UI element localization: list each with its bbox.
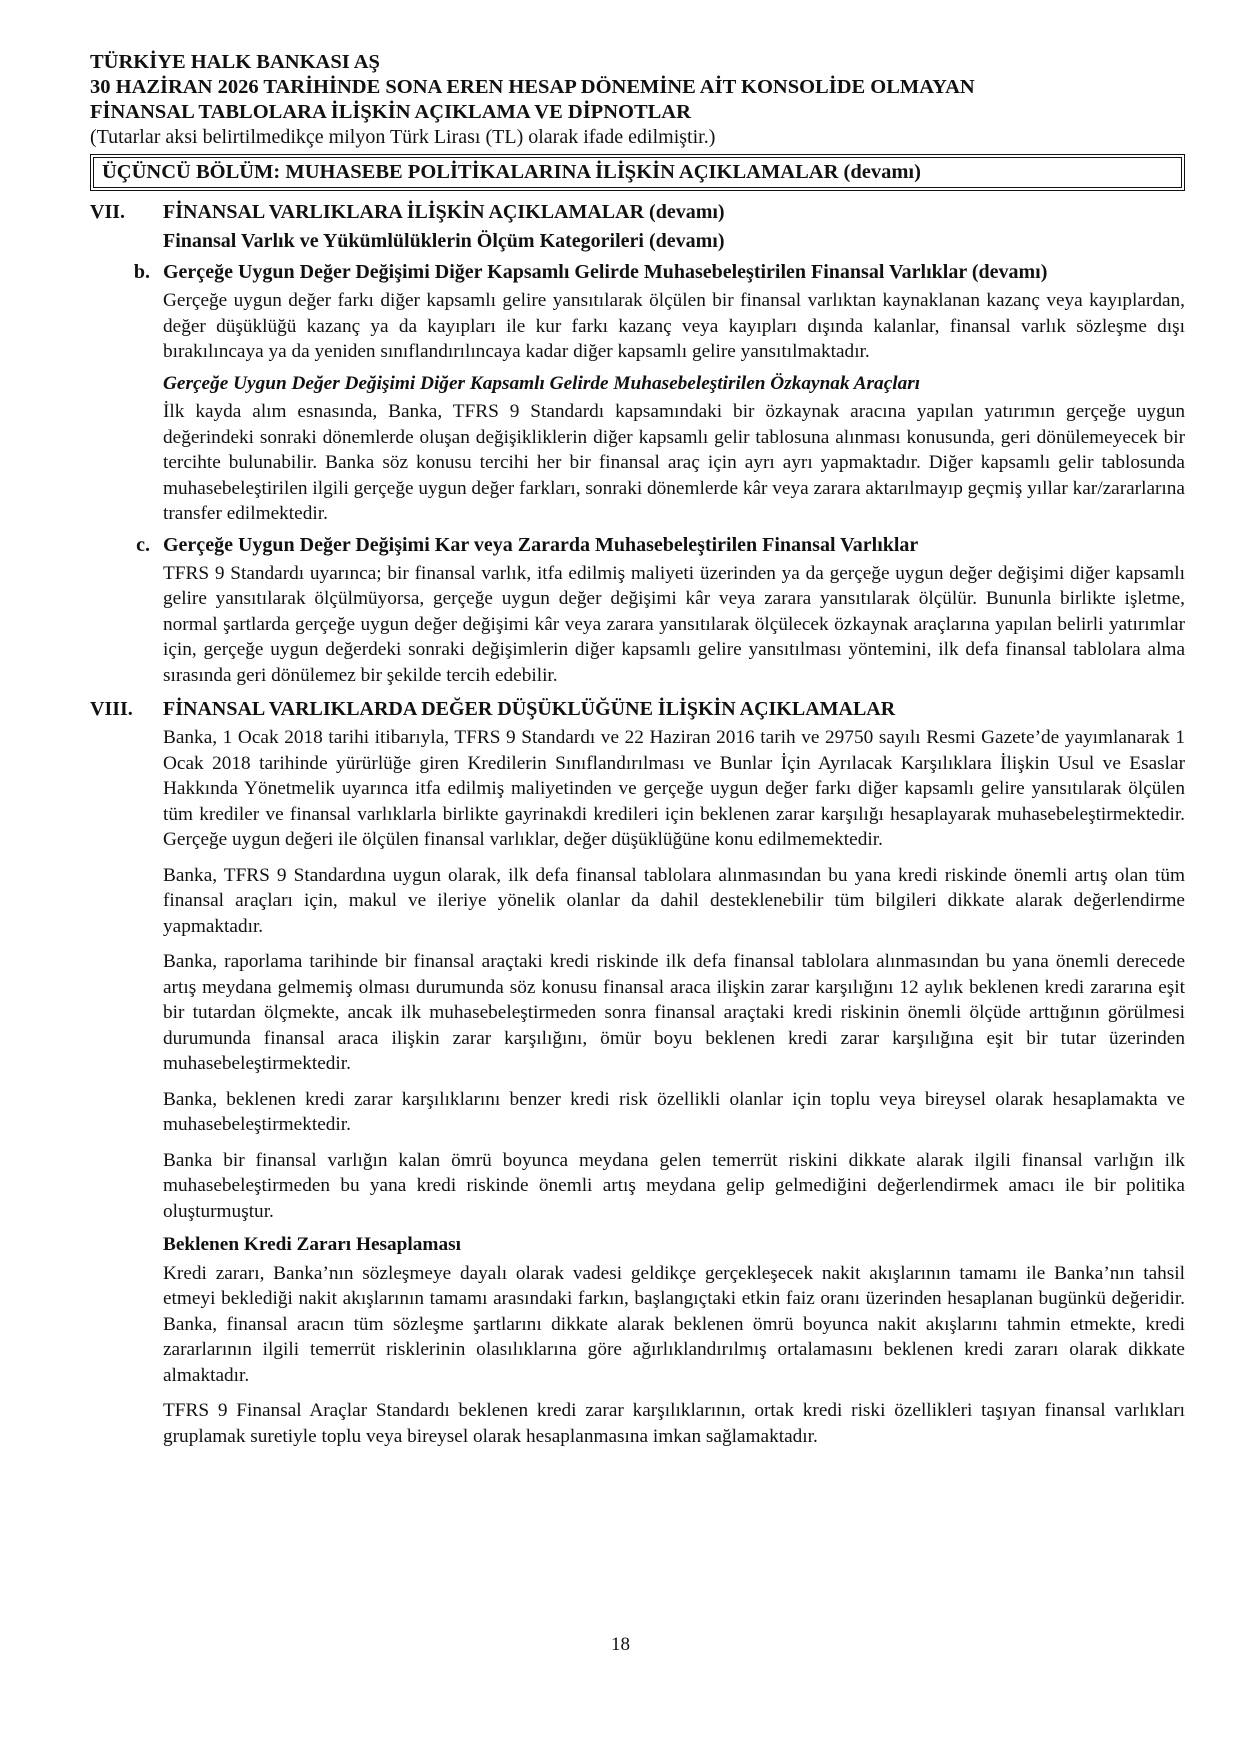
italic-subheading: Gerçeğe Uygun Değer Değişimi Diğer Kapsamlı Gelirde Muhasebeleştirilen Özkaynak Araçları [163,372,921,394]
section-number: VIII. [90,698,133,720]
ecl-subheading: Beklenen Kredi Zararı Hesaplaması [163,1234,461,1255]
item-title: Gerçeğe Uygun Değer Değişimi Diğer Kapsamlı Gelirde Muhasebeleştirilen Finansal Varlıklar (devamı) [163,261,1048,283]
report-title-line-2: FİNANSAL TABLOLARA İLİŞKİN AÇIKLAMA VE DİPNOTLAR [90,101,691,123]
item-b-heading [90,260,1185,285]
paragraph: Banka bir finansal varlığın kalan ömrü boyunca meydana gelen temerrüt riskini dikkate alarak ilgili finansal varlığın ilk muhasebeleştirmeden bu yana kredi riskinde önemli artış meydana gelip gelmediğini değerlendirmek amacı ile bir politika oluşturmuştur. [163,1149,1185,1222]
paragraph: İlk kayda alım esnasında, Banka, TFRS 9 Standardı kapsamındaki bir özkaynak aracına yapılan yatırımın gerçeğe uygun değerindeki sonraki dönemlerde oluşan değişikliklerin diğer kapsamlı gelir tablosuna alınması konusunda, geri dönülemeyecek bir tercihte bulunabilir. Banka söz konusu tercihi her bir finansal araç için ayrı ayrı yapmaktadır. Diğer kapsamlı gelir tablosunda muhasebeleştirilen ilgili gerçeğe uygun değer farkları, sonraki dönemlerde kâr veya zarara aktarılmayıp geçmiş yıllar kar/zararlarına transfer edilmektedir. [163,401,1185,524]
section-subtitle: Finansal Varlık ve Yükümlülüklerin Ölçüm Kategorileri (devamı) [163,230,725,252]
section-vii-heading [90,200,1185,225]
paragraph: Gerçeğe uygun değer farkı diğer kapsamlı gelire yansıtılarak ölçülen bir finansal varlıktan kaynaklanan kazanç veya kayıplardan, değer düşüklüğü kazanç ya da kayıpları ile kur farkı kazanç veya kayıpları dışında kalanlar, finansal varlık sözleşme dışı bırakılıncaya ya da yeniden sınıflandırılıncaya kadar diğer kapsamlı gelire yansıtılmaktadır. [163,290,1185,362]
item-title: Gerçeğe Uygun Değer Değişimi Kar veya Zararda Muhasebeleştirilen Finansal Varlıklar [163,533,919,556]
report-title-line-1: 30 HAZİRAN 2026 TARİHİNDE SONA EREN HESAP DÖNEMİNE AİT KONSOLİDE OLMAYAN [90,76,975,98]
item-c-heading [90,533,1185,558]
item-letter: b. [133,261,150,283]
section-title: FİNANSAL VARLIKLARDA DEĞER DÜŞÜKLÜĞÜNE İLİŞKİN AÇIKLAMALAR [163,698,896,720]
page-number: 18 [611,1634,630,1655]
section-number: VII. [90,201,126,223]
item-letter: c. [136,533,150,556]
section-title: FİNANSAL VARLIKLARA İLİŞKİN AÇIKLAMALAR (devamı) [163,201,725,223]
paragraph: TFRS 9 Finansal Araçlar Standardı beklenen kredi zarar karşılıklarının, ortak kredi riski özellikleri taşıyan finansal varlıkları gruplamak suretiyle toplu veya bireysel olarak hesaplanmasına imkan sağlamaktadır. [163,1400,1185,1447]
paragraph: Kredi zararı, Banka’nın sözleşmeye dayalı olarak vadesi geldikçe gerçekleşecek nakit akışlarının tamamı ile Banka’nın tahsil etmeyi beklediği nakit akışlarının tamamı arasındaki farkın, başlangıçtaki etkin faiz oranı üzerinden hesaplanan bugünkü değeridir. Banka, finansal aracın tüm sözleşme şartlarını dikkate alarak beklenen ömrü boyunca nakit akışlarını tahmin etmekte, kredi zararlarının ilgili temerrüt risklerinin olasılıklarına göre ağırlıklandırılmış ortalamasını beklenen kredi zararı olarak dikkate almaktadır. [163,1262,1185,1386]
paragraph: Banka, TFRS 9 Standardına uygun olarak, ilk defa finansal tablolara alınmasından bu yana kredi riskinde önemli artış olan tüm finansal araçları için, makul ve ileriye yönelik olanlar da dahil desteklenebilir tüm bilgileri dikkate alarak değerlendirme yapmaktadır. [163,864,1185,937]
chapter-banner: ÜÇÜNCÜ BÖLÜM: MUHASEBE POLİTİKALARINA İLİŞKİN AÇIKLAMALAR (devamı) [90,154,1185,191]
currency-note: (Tutarlar aksi belirtilmedikçe milyon Türk Lirası (TL) olarak ifade edilmiştir.) [90,126,716,148]
paragraph: TFRS 9 Standardı uyarınca; bir finansal varlık, itfa edilmiş maliyeti üzerinden ya da gerçeğe uygun değer değişimi diğer kapsamlı gelire yansıtılarak ölçülmüyorsa, gerçeğe uygun değer değişimi kâr veya zarara yansıtılarak ölçülür. Bununla birlikte işletme, normal şartlarda gerçeğe uygun değer değişimi kâr veya zarara yansıtılarak ölçülecek özkaynak araçlarına yapılan belirli yatırımlar için, gerçeğe uygun değerdeki sonraki değişimlerin diğer kapsamlı gelire yansıtılması yöntemini, ilk defa finansal tablolara alma sırasında geri dönülemez bir şekilde tercih edebilir. [163,562,1185,686]
paragraph: Banka, raporlama tarihinde bir finansal araçtaki kredi riskinde ilk defa finansal tablolara alınmasından bu yana önemli derecede artış meydana gelmemiş olması durumunda söz konusu finansal araca ilişkin zarar karşılığını 12 aylık beklenen kredi zararına eşit bir tutardan ölçmekte, ancak ilk muhasebeleştirmeden sonra finansal araçtaki kredi riskinin önemli ölçüde arttığının görülmesi durumunda finansal araca ilişkin zarar karşılığını, ömür boyu beklenen kredi zarar karşılığına eşit bir tutar üzerinden muhasebeleştirmektedir. [163,951,1185,1074]
paragraph: Banka, beklenen kredi zarar karşılıklarını benzer kredi risk özellikli olanlar için toplu veya bireysel olarak hesaplamakta ve muhasebeleştirmektedir. [163,1088,1185,1135]
paragraph: Banka, 1 Ocak 2018 tarihi itibarıyla, TFRS 9 Standardı ve 22 Haziran 2016 tarih ve 29750 sayılı Resmi Gazete’de yayımlanarak 1 Ocak 2018 tarihinde yürürlüğe giren Kredilerin Sınıflandırılması ve Bunlar İçin Ayrılacak Karşılıklara İlişkin Usul ve Esaslar Hakkında Yönetmelik uyarınca itfa edilmiş maliyetinden ve gerçeğe uygun değer farkı diğer kapsamlı gelire yansıtılarak ölçülen tüm krediler ve finansal varlıklarla birlikte gayrinakdi kredileri için beklenen zarar karşılığı hesaplayarak muhasebeleştirmektedir. Gerçeğe uygun değeri ile ölçülen finansal varlıklar, değer düşüklüğüne konu edilmemektedir. [163,727,1185,850]
section-viii-heading [90,697,1185,722]
company-name: TÜRKİYE HALK BANKASI AŞ [90,51,380,73]
